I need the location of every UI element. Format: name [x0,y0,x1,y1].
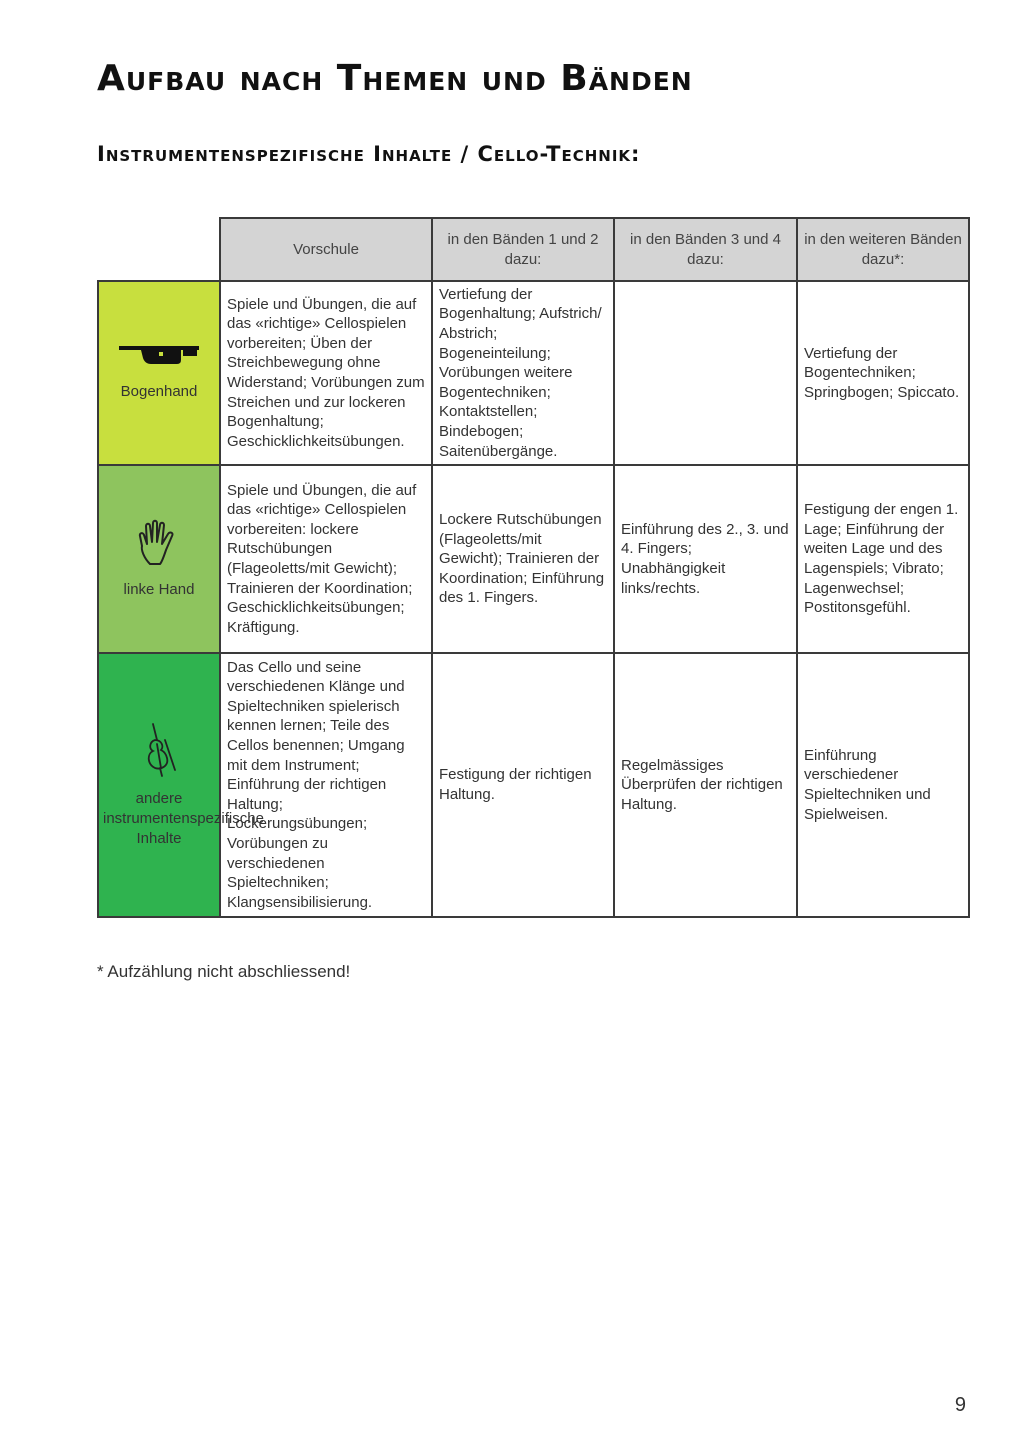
table-row [98,465,969,653]
table-header-row [98,218,969,281]
page-number: 9 [954,1394,966,1416]
table-cell: Spiele und Übungen, die auf das «richtige» Cellospielen vorbereiten: lockere Rutschübungen (Flageoletts/mit Gewicht); Trainieren der Koordination; Geschicklichkeitsübungen; Kräftigung. [220,465,432,653]
table-cell: Vertiefung der Bogentechniken; Springbogen; Spiccato. [797,281,969,465]
category-label: andere instrumentenspezifische Inhalte [103,790,264,847]
table-cell: Festigung der engen 1. Lage; Einführung der weiten Lage und des Lagenspiels; Vibrato; Lagenwechsel; Postitonsgefühl. [797,465,969,653]
row-category-andere-inhalte [98,653,264,917]
table-cell: Lockere Rutschübungen (Flageoletts/mit Gewicht); Trainieren der Koordination; Einführung des 1. Fingers. [432,465,614,653]
row-category-bogenhand [98,281,220,465]
section-subtitle: Instrumentenspezifische Inhalte / Cello-Technik: [97,142,641,166]
table-cell: Regelmässiges Überprüfen der richtigen Haltung. [614,653,797,917]
table-cell: Spiele und Übungen, die auf das «richtige» Cellospielen vorbereiten; Üben der Streichbewegung ohne Widerstand; Vorübungen zum Streichen und zur lockeren Bogenhaltung; Geschicklichkeitsübungen. [220,281,432,465]
bow-icon [103,344,215,376]
row-category-linke-hand [98,465,220,653]
page-title: Aufbau nach Themen und Bänden [97,58,693,99]
table-cell: Festigung der richtigen Haltung. [432,653,614,917]
content-table [97,217,970,918]
table-row [98,281,969,465]
category-label: linke Hand [123,581,195,598]
cello-icon [103,722,215,784]
table-cell: Vertiefung der Bogenhaltung; Aufstrich/ Abstrich; Bogeneinteilung; Vorübungen weitere Bogentechniken; Kontaktstellen; Bindebogen; Saitenübergänge. [432,281,614,465]
column-header-vorschule: Vorschule [220,218,432,281]
footnote: * Aufzählung nicht abschliessend! [97,962,351,981]
table-cell-empty [614,281,797,465]
table-row [98,653,969,917]
hand-icon [103,518,215,574]
column-header-baende-1-2: in den Bänden 1 und 2 dazu: [432,218,614,281]
table-cell: Einführung verschiedener Spieltechniken und Spielweisen. [797,653,969,917]
table-cell: Einführung des 2., 3. und 4. Fingers; Unabhängigkeit links/rechts. [614,465,797,653]
header-corner [98,218,220,281]
column-header-weitere-baende: in den weiteren Bänden dazu*: [797,218,969,281]
table-cell: Das Cello und seine verschiedenen Klänge und Spieltechniken spielerisch kennen lernen; Teile des Cellos benennen; Umgang mit dem Instrument; Einführung der richtigen Haltung; Lockerungsübungen; Vorübungen zu verschiedenen Spieltechniken; Klangsensibilisierung. [220,653,432,917]
category-label: Bogenhand [120,383,198,400]
column-header-baende-3-4: in den Bänden 3 und 4 dazu: [614,218,797,281]
